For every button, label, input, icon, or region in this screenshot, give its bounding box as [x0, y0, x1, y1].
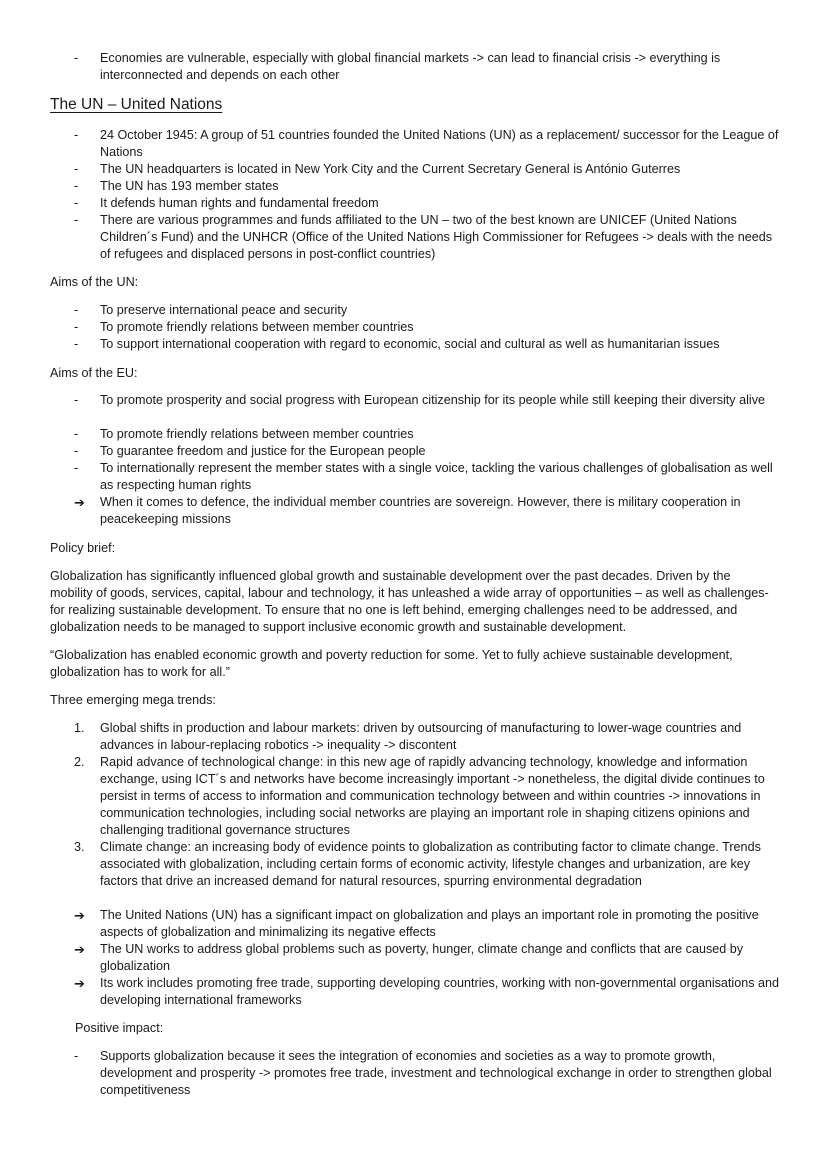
arrow-bullet-icon: ➔ [74, 942, 85, 957]
dash-bullet: - [74, 303, 79, 317]
mega-conclusion-1: The United Nations (UN) has a significant impact on globalization and plays an important role in promoting the positive aspects of globalization and minimalizing its negative effects [100, 908, 759, 939]
arrow-bullet-icon: ➔ [74, 495, 85, 510]
eu-aim-4: To internationally represent the member states with a single voice, tackling the various challenges of globalisation as well as respecting human rights [100, 461, 773, 492]
un-bullet-1: 24 October 1945: A group of 51 countries founded the United Nations (UN) as a replacement/ successor for the League of Nations [100, 128, 779, 159]
policy-brief-quote: “Globalization has enabled economic growth and poverty reduction for some. Yet to fully achieve sustainable development, globalization has to work for all.” [50, 648, 733, 679]
un-bullet-3: The UN has 193 member states [100, 179, 279, 193]
dash-bullet: - [74, 337, 79, 351]
mega-trend-1: Global shifts in production and labour markets: driven by outsourcing of manufacturing to lower-wage countries and advances in labour-replacing robotics -> inequality -> discontent [100, 721, 742, 752]
dash-bullet: - [74, 444, 79, 458]
dash-bullet: - [74, 51, 79, 65]
positive-impact-bullet: Supports globalization because it sees the integration of economies and societies as a way to promote growth, development and prosperity -> promotes free trade, investment and technological exchange in order to strengthen global competitiveness [100, 1049, 772, 1097]
un-aim-3: To support international cooperation with regard to economic, social and cultural as well as humanitarian issues [100, 337, 720, 351]
label-mega-trends: Three emerging mega trends: [50, 693, 216, 707]
dash-bullet: - [74, 179, 79, 193]
mega-trend-2: Rapid advance of technological change: in this new age of rapidly advancing technology, knowledge and information exchange, using ICT´s and networks have become increasingly important -> nonetheless, the digital divide continues to persist in terms of access to information and communication technology between and within countries -> innovations in communication technologies, including social networks are playing an important role in shaping citizens opinions and challenging traditional governance structures [100, 755, 765, 837]
policy-brief-paragraph: Globalization has significantly influenced global growth and sustainable development over the past decades. Driven by the mobility of goods, services, capital, labour and technology, it has unleashed a wide array of opportunities – as well as challenges- for realizing sustainable development. To ensure that no one is left behind, emerging challenges need to be addressed, and globalization needs to be managed to support inclusive economic growth and sustainable development. [50, 569, 769, 634]
dash-bullet: - [74, 196, 79, 210]
un-bullet-2: The UN headquarters is located in New York City and the Current Secretary General is António Guterres [100, 162, 681, 176]
list-number: 2. [74, 755, 85, 769]
un-aim-1: To preserve international peace and security [100, 303, 348, 317]
section-heading-un: The UN – United Nations [50, 96, 223, 113]
arrow-bullet-icon: ➔ [74, 976, 85, 991]
dash-bullet: - [74, 128, 79, 142]
eu-aim-3: To guarantee freedom and justice for the European people [100, 444, 426, 458]
mega-trend-3: Climate change: an increasing body of evidence points to globalization as contributing factor to climate change. Trends associated with globalization, including certain forms of economic activity, lifestyle changes and urbanization, are key factors that drive an increased demand for natural resources, spurring environmental degradation [100, 840, 761, 888]
dash-bullet: - [74, 461, 79, 475]
mega-conclusion-2: The UN works to address global problems such as poverty, hunger, climate change and conflicts that are caused by globalization [100, 942, 744, 973]
eu-aim-2: To promote friendly relations between member countries [100, 427, 414, 441]
un-bullet-4: It defends human rights and fundamental freedom [100, 196, 379, 210]
list-number: 1. [74, 721, 85, 735]
un-aim-2: To promote friendly relations between member countries [100, 320, 414, 334]
dash-bullet: - [74, 427, 79, 441]
eu-aim-1: To promote prosperity and social progress with European citizenship for its people while still keeping their diversity alive [100, 393, 765, 407]
label-positive-impact: Positive impact: [75, 1021, 164, 1035]
un-bullet-5: There are various programmes and funds affiliated to the UN – two of the best known are UNICEF (United Nations Children´s Fund) and the UNHCR (Office of the United Nations High Commissioner for Refugees -> deals with the needs of refugees and displaced persons in post-conflict countries) [100, 213, 773, 261]
dash-bullet: - [74, 393, 79, 407]
dash-bullet: - [74, 162, 79, 176]
mega-conclusion-3: Its work includes promoting free trade, supporting developing countries, working with non-governmental organisations and developing international frameworks [100, 976, 780, 1007]
label-aims-eu: Aims of the EU: [50, 366, 138, 380]
list-number: 3. [74, 840, 85, 854]
intro-bullet: Economies are vulnerable, especially with global financial markets -> can lead to financial crisis -> everything is interconnected and depends on each other [100, 51, 721, 82]
label-policy-brief: Policy brief: [50, 541, 116, 555]
dash-bullet: - [74, 213, 79, 227]
dash-bullet: - [74, 320, 79, 334]
dash-bullet: - [74, 1049, 79, 1063]
arrow-bullet-icon: ➔ [74, 908, 85, 923]
eu-conclusion: When it comes to defence, the individual member countries are sovereign. However, there is military cooperation in peacekeeping missions [100, 495, 741, 526]
label-aims-un: Aims of the UN: [50, 275, 139, 289]
